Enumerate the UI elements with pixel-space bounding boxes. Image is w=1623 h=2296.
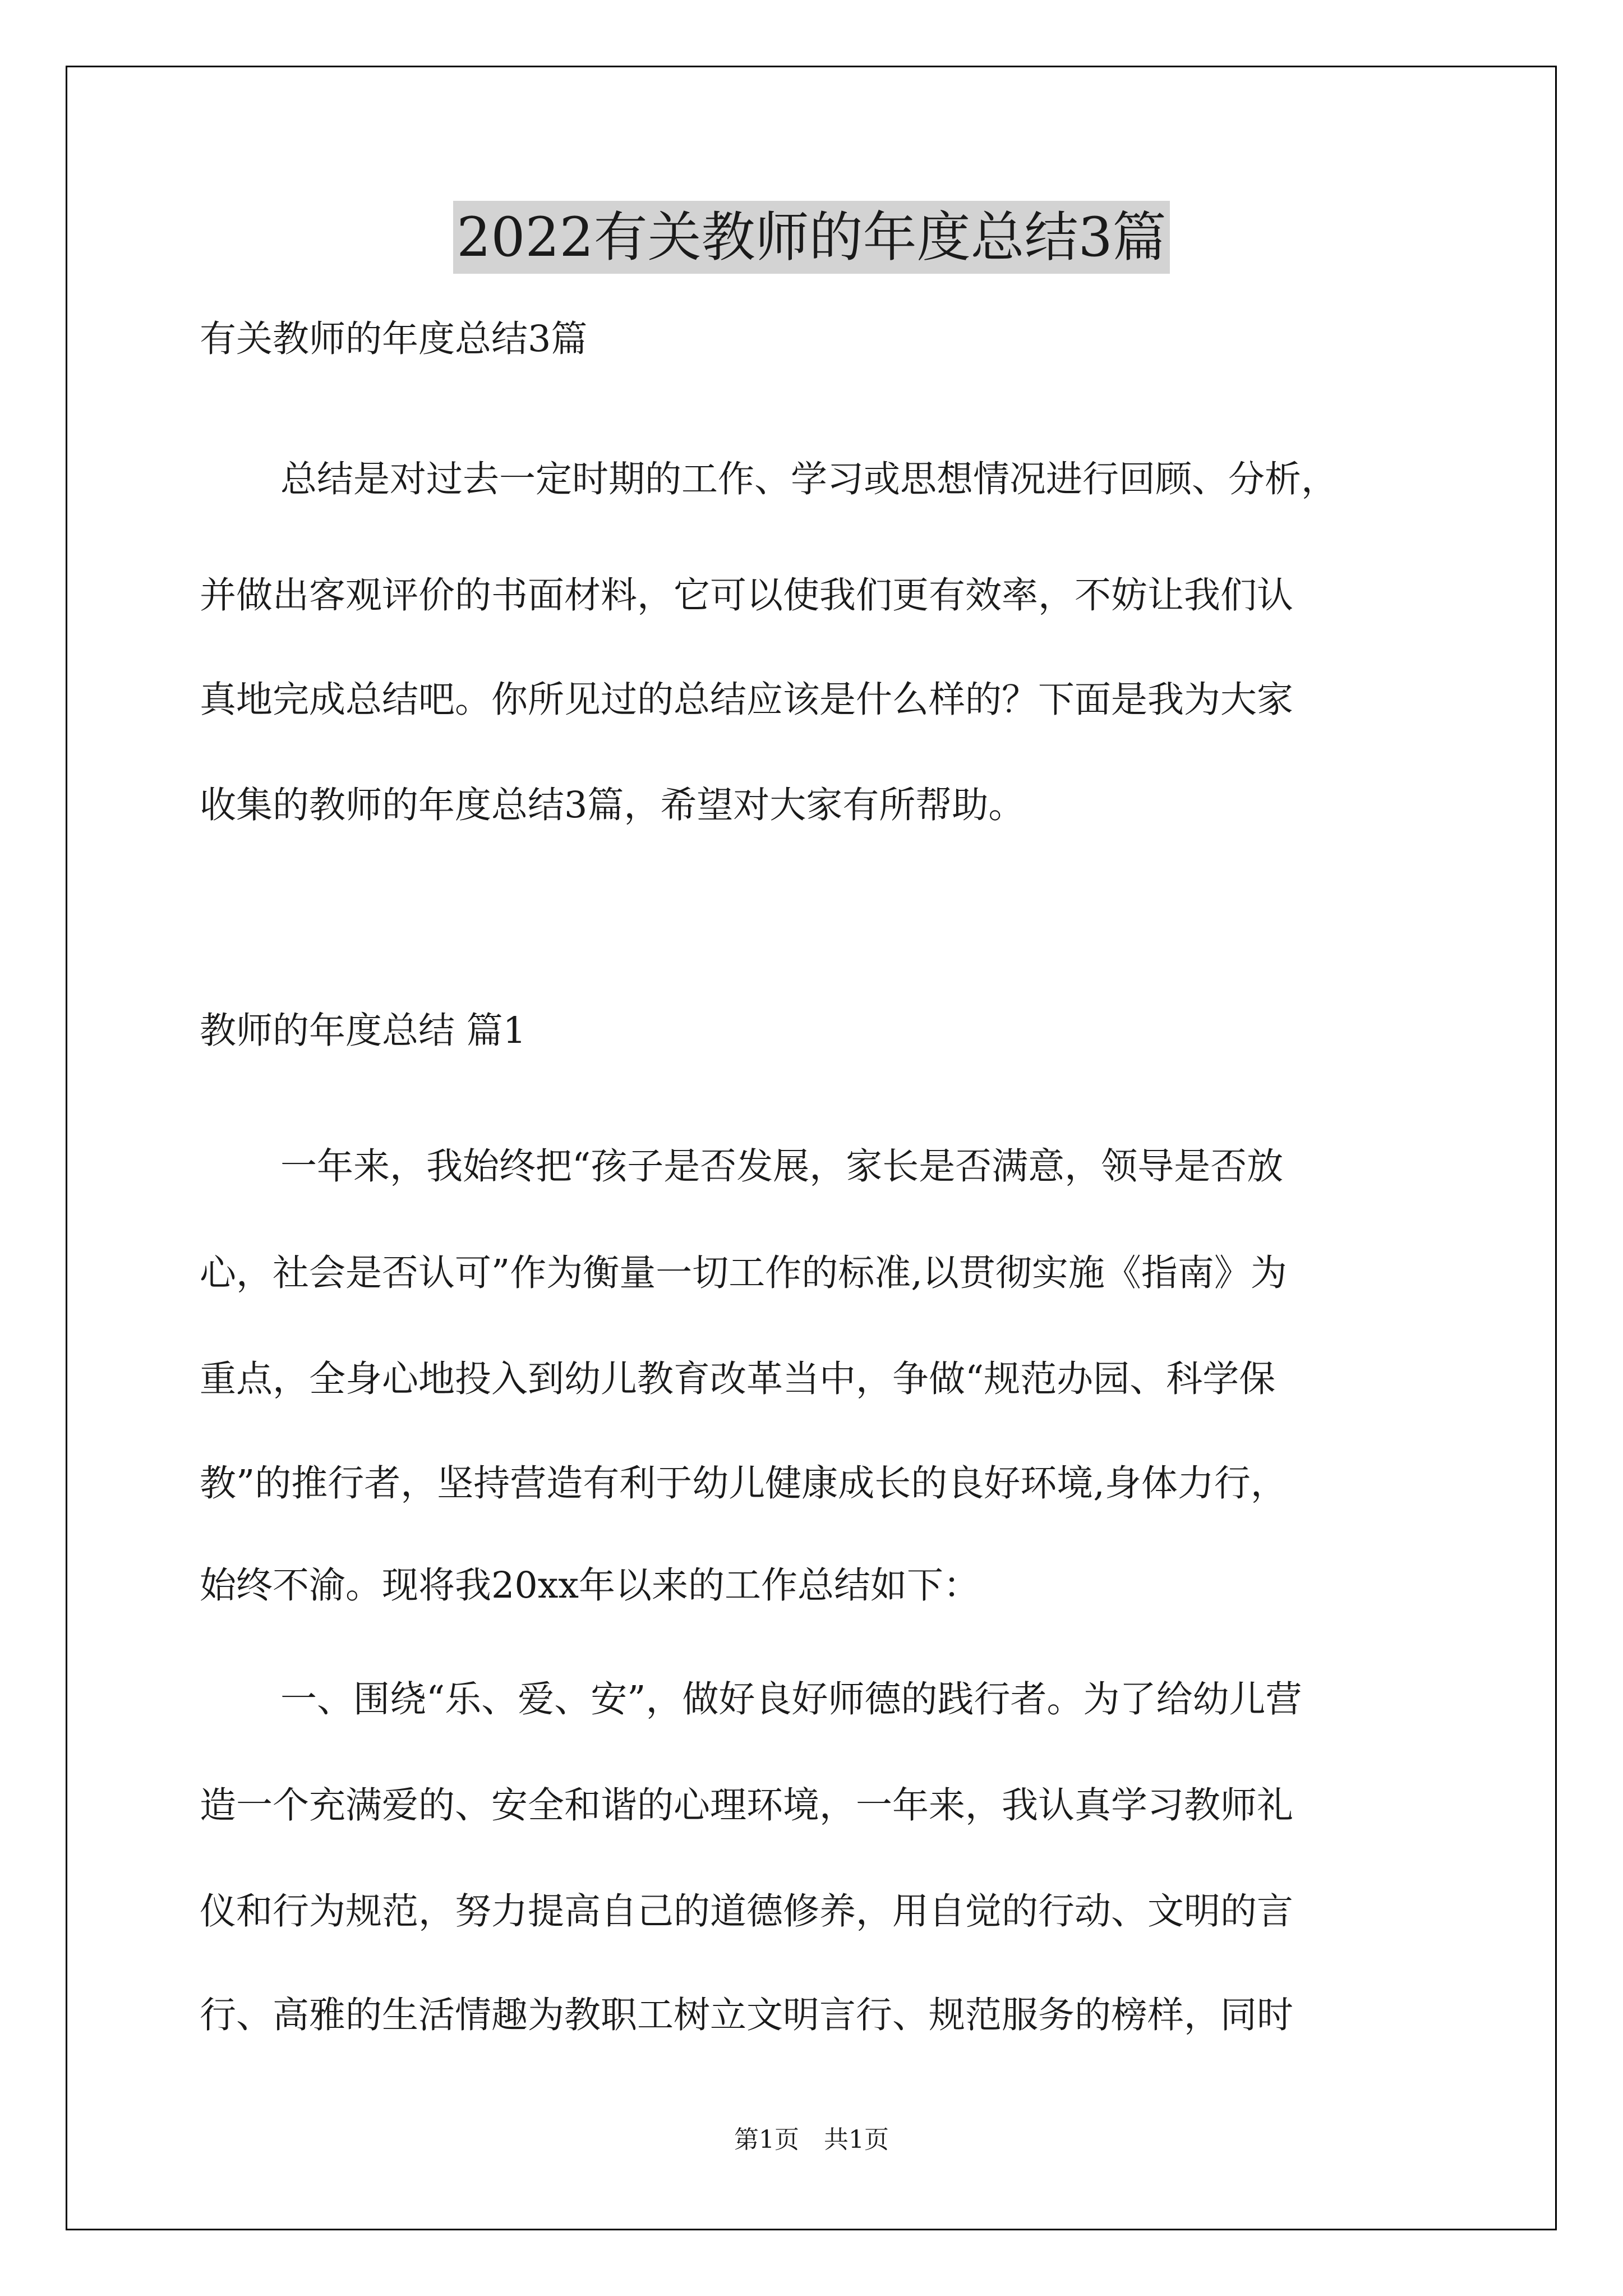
- document-title: 2022有关教师的年度总结3篇: [453, 201, 1169, 274]
- paragraph-line: 重点，全身心地投入到幼儿教育改革当中，争做“规范办园、科学保: [200, 1358, 1276, 1400]
- paragraph-line: 始终不渝。现将我20xx年以来的工作总结如下：: [200, 1565, 980, 1607]
- intro-line: 并做出客观评价的书面材料，它可以使我们更有效率，不妨让我们认: [200, 574, 1294, 616]
- page-number-footer: 第1页 共1页: [734, 2125, 889, 2154]
- intro-line: 收集的教师的年度总结3篇，希望对大家有所帮助。: [200, 784, 1025, 826]
- paragraph-line: 教”的推行者，坚持营造有利于幼儿健康成长的良好环境,身体力行，: [200, 1462, 1287, 1504]
- paragraph-line: 造一个充满爱的、安全和谐的心理环境，一年来，我认真学习教师礼: [200, 1784, 1294, 1826]
- paragraph-line: 一年来，我始终把“孩子是否发展，家长是否满意，领导是否放: [280, 1145, 1284, 1188]
- intro-line: 真地完成总结吧。你所见过的总结应该是什么样的？下面是我为大家: [200, 679, 1294, 721]
- paragraph-line: 心，社会是否认可”作为衡量一切工作的标准,以贯彻实施《指南》为: [200, 1252, 1287, 1294]
- intro-line: 总结是对过去一定时期的工作、学习或思想情况进行回顾、分析，: [280, 458, 1338, 500]
- section-heading: 教师的年度总结 篇1: [200, 1010, 527, 1052]
- document-subtitle: 有关教师的年度总结3篇: [200, 318, 588, 360]
- paragraph-line: 行、高雅的生活情趣为教职工树立文明言行、规范服务的榜样，同时: [200, 1994, 1294, 2036]
- paragraph-line: 一、围绕“乐、爱、安”，做好良好师德的践行者。为了给幼儿营: [280, 1678, 1302, 1720]
- paragraph-line: 仪和行为规范，努力提高自己的道德修养，用自觉的行动、文明的言: [200, 1890, 1294, 1932]
- title-container: [0, 201, 1623, 274]
